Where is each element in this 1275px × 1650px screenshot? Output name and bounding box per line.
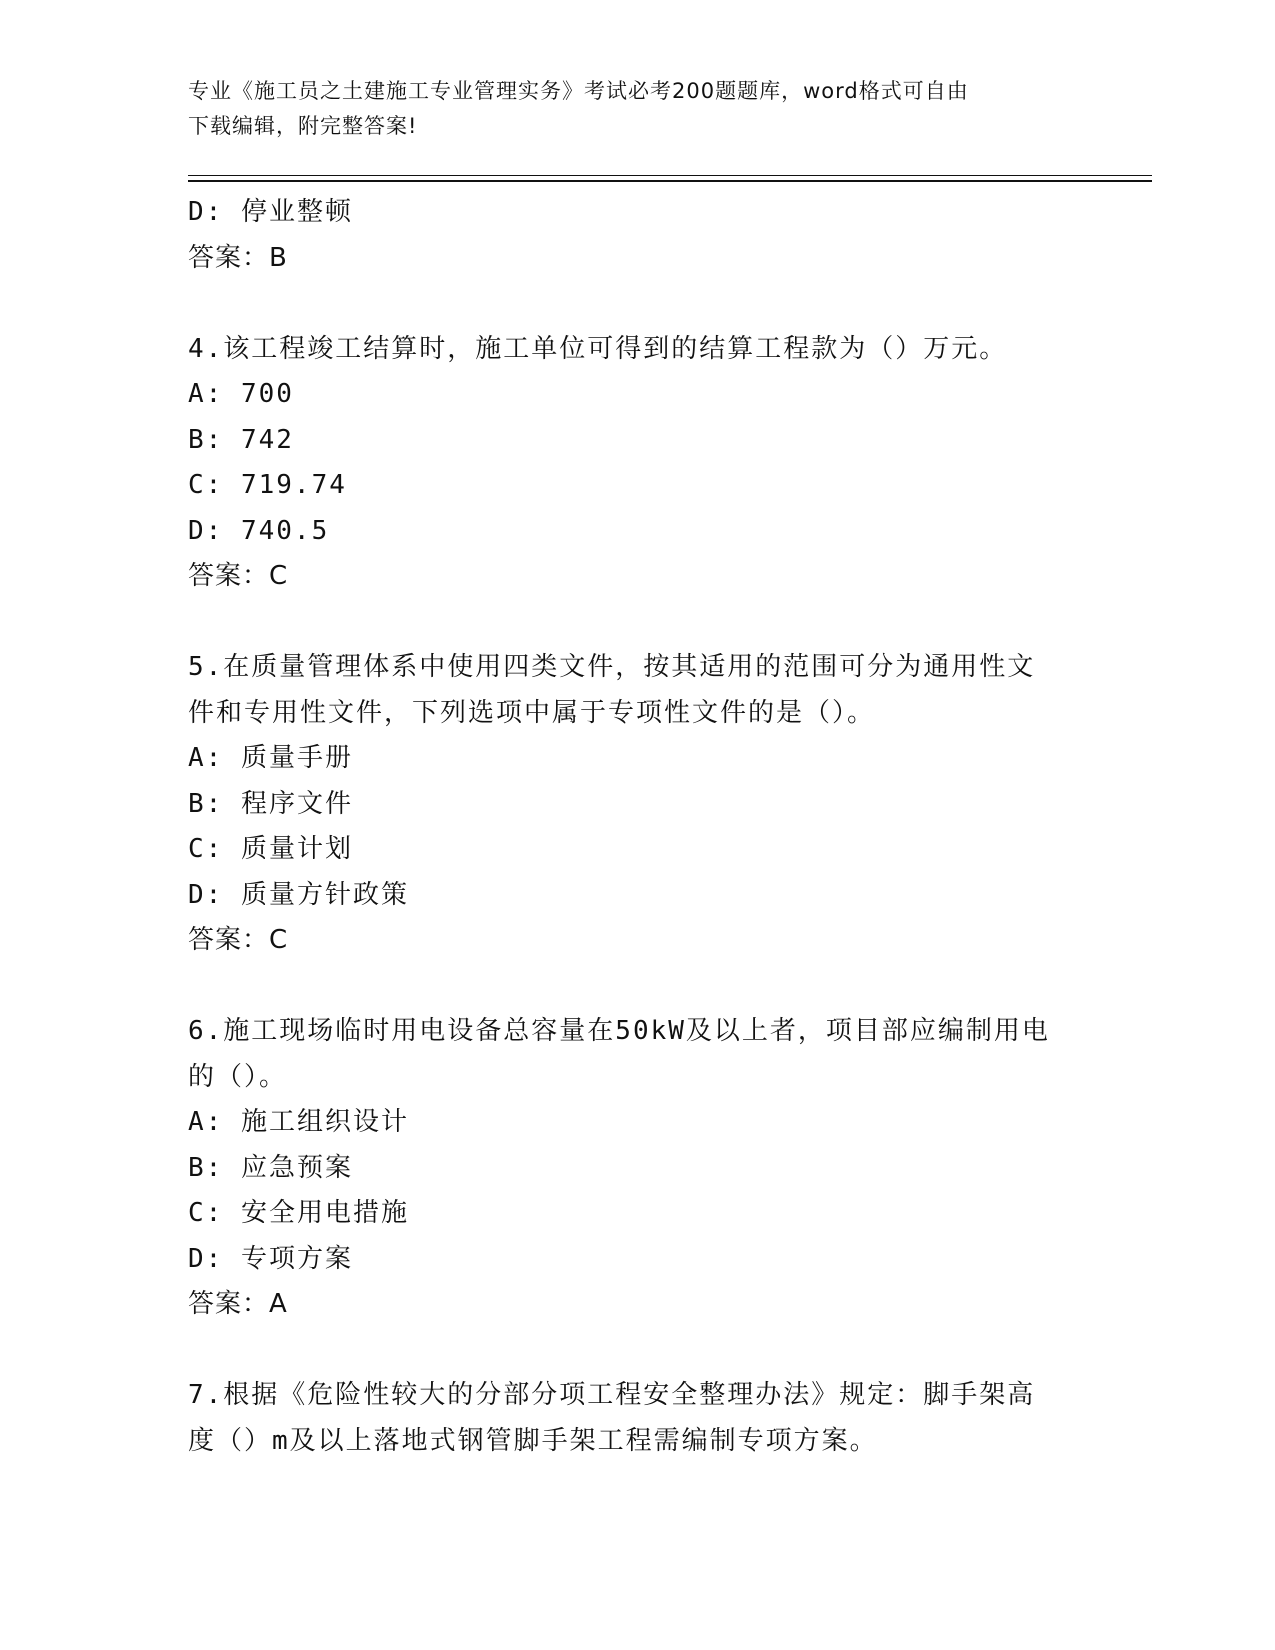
option-b: B: 742	[188, 424, 294, 455]
option-a: A: 700	[188, 379, 294, 409]
option-c: C: 质量计划	[188, 834, 353, 864]
option-b: B: 程序文件	[188, 788, 353, 819]
option-d: D: 专项方案	[188, 1243, 353, 1274]
question-6-line-2: 的（）。	[188, 1061, 288, 1092]
spacer	[188, 1328, 1088, 1374]
answer: 答案：A	[188, 1289, 288, 1319]
question-7-line-2: 度（）m及以上落地式钢管脚手架工程需编制专项方案。	[188, 1425, 878, 1456]
answer: 答案：C	[188, 925, 289, 955]
answer: 答案：B	[188, 242, 288, 273]
option-b: B: 应急预案	[188, 1152, 353, 1183]
option-c: C: 安全用电措施	[188, 1198, 409, 1228]
spacer	[188, 281, 1088, 327]
option-d: D: 740.5	[188, 515, 330, 546]
option-d: D: 停业整顿	[188, 197, 353, 227]
header-divider-thick	[188, 180, 1152, 182]
question-5-line-2: 件和专用性文件，下列选项中属于专项性文件的是（）。	[188, 697, 876, 728]
question-7-line-1: 7.根据《危险性较大的分部分项工程安全整理办法》规定：脚手架高	[188, 1380, 1036, 1410]
option-d: D: 质量方针政策	[188, 879, 409, 910]
spacer	[188, 600, 1088, 646]
document-body	[188, 190, 1088, 1464]
option-a: A: 施工组织设计	[188, 1107, 409, 1137]
question-6-line-1: 6.施工现场临时用电设备总容量在50kW及以上者，项目部应编制用电	[188, 1016, 1050, 1046]
question-5-line-1: 5.在质量管理体系中使用四类文件，按其适用的范围可分为通用性文	[188, 652, 1036, 682]
spacer	[188, 964, 1088, 1010]
header-divider-thin	[188, 175, 1152, 176]
question-4: 4.该工程竣工结算时，施工单位可得到的结算工程款为（）万元。	[188, 333, 1008, 364]
header-line-1: 专业《施工员之土建施工专业管理实务》考试必考200题题库，word格式可自由	[188, 79, 969, 103]
option-c: C: 719.74	[188, 470, 347, 500]
document-header	[188, 74, 1068, 144]
header-line-2: 下载编辑，附完整答案!	[188, 114, 418, 138]
answer: 答案：C	[188, 561, 289, 591]
option-a: A: 质量手册	[188, 743, 353, 773]
